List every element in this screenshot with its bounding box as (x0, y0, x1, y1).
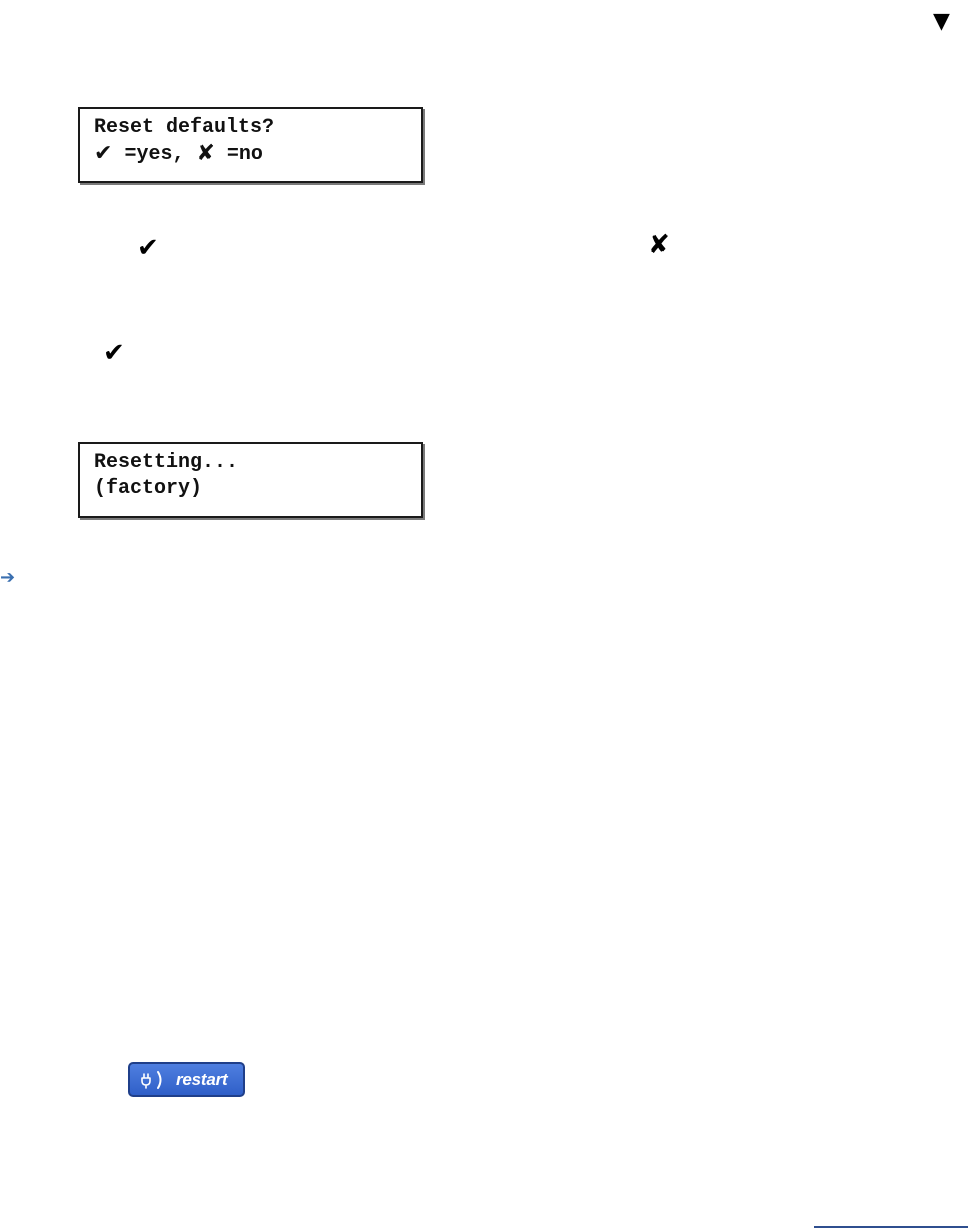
restart-button[interactable] (128, 1062, 245, 1097)
lcd-yes-text: =yes, (112, 143, 197, 166)
lcd-no-text: =no (214, 143, 263, 166)
lcd-status-line-2: (factory) (94, 477, 203, 500)
power-plug-icon (136, 1067, 170, 1093)
restart-button-label: restart (176, 1069, 228, 1089)
bottom-divider (814, 1226, 968, 1228)
cross-key-icon: ✘ (648, 230, 670, 260)
lcd-resetting-status (78, 442, 423, 518)
check-key-icon: ✔ (137, 233, 159, 263)
cross-icon: ✘ (196, 141, 215, 166)
check-icon: ✔ (94, 141, 113, 166)
lcd-status-line-1: Resetting... (94, 451, 239, 474)
lcd-prompt-line-1: Reset defaults? (94, 116, 275, 139)
lcd-prompt-line-2 (94, 141, 421, 168)
check-key-icon-step: ✔ (103, 338, 125, 368)
lcd-reset-prompt (78, 107, 423, 183)
scroll-down-arrow-icon[interactable]: ▼ (933, 9, 950, 34)
link-arrow-icon[interactable]: ➔ (0, 567, 16, 588)
